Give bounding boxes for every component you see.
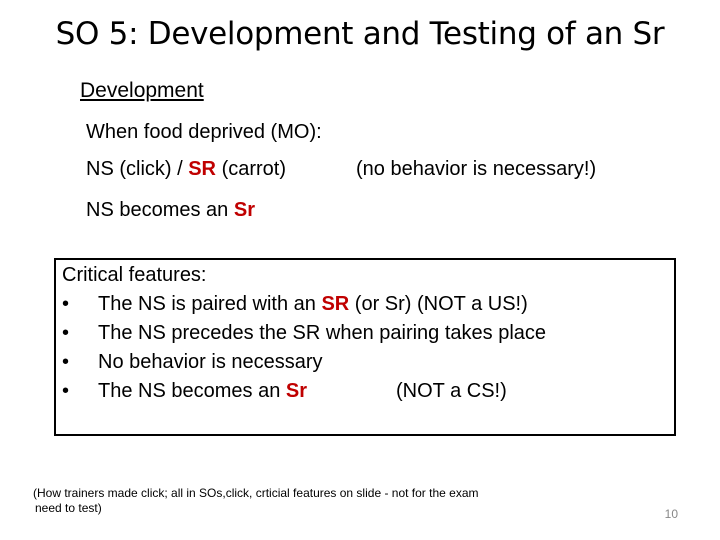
result-line — [86, 199, 255, 222]
bullet-marker: • — [62, 351, 70, 373]
section-subhead: Development — [80, 79, 204, 102]
list-item: The NS is paired with an SR (or Sr) (NOT a US!) — [98, 293, 528, 315]
slide-title: SO 5: Development and Testing of an Sr — [55, 16, 665, 52]
result-sr: Sr — [233, 199, 255, 221]
bullet-marker: • — [62, 322, 70, 344]
bullet-marker: • — [62, 380, 70, 402]
box-heading: Critical features: — [62, 264, 207, 286]
result-text: NS becomes an — [86, 199, 234, 221]
pairing-ns: NS (click) / — [86, 158, 189, 180]
critical-features-box — [54, 258, 676, 436]
pairing-note: (no behavior is necessary!) — [356, 158, 597, 180]
footnote — [33, 486, 479, 516]
context-line: When food deprived (MO): — [86, 121, 322, 143]
item-sr: Sr — [285, 380, 307, 402]
item-sr: SR — [321, 293, 350, 315]
pairing-sr: SR — [188, 158, 217, 180]
footnote-line: need to test) — [35, 501, 102, 515]
page-number: 10 — [664, 507, 678, 521]
list-item: The NS becomes an Sr (NOT a CS!) — [98, 380, 507, 402]
bullet-marker: • — [62, 293, 70, 315]
list-item: The NS precedes the SR when pairing takes place — [98, 322, 547, 344]
list-item: No behavior is necessary — [98, 351, 323, 373]
footnote-line: (How trainers made click; all in SOs,click, crticial features on slide - not for the exam — [33, 486, 479, 500]
pairing-line — [86, 158, 597, 181]
pairing-carrot: (carrot) — [216, 158, 287, 180]
